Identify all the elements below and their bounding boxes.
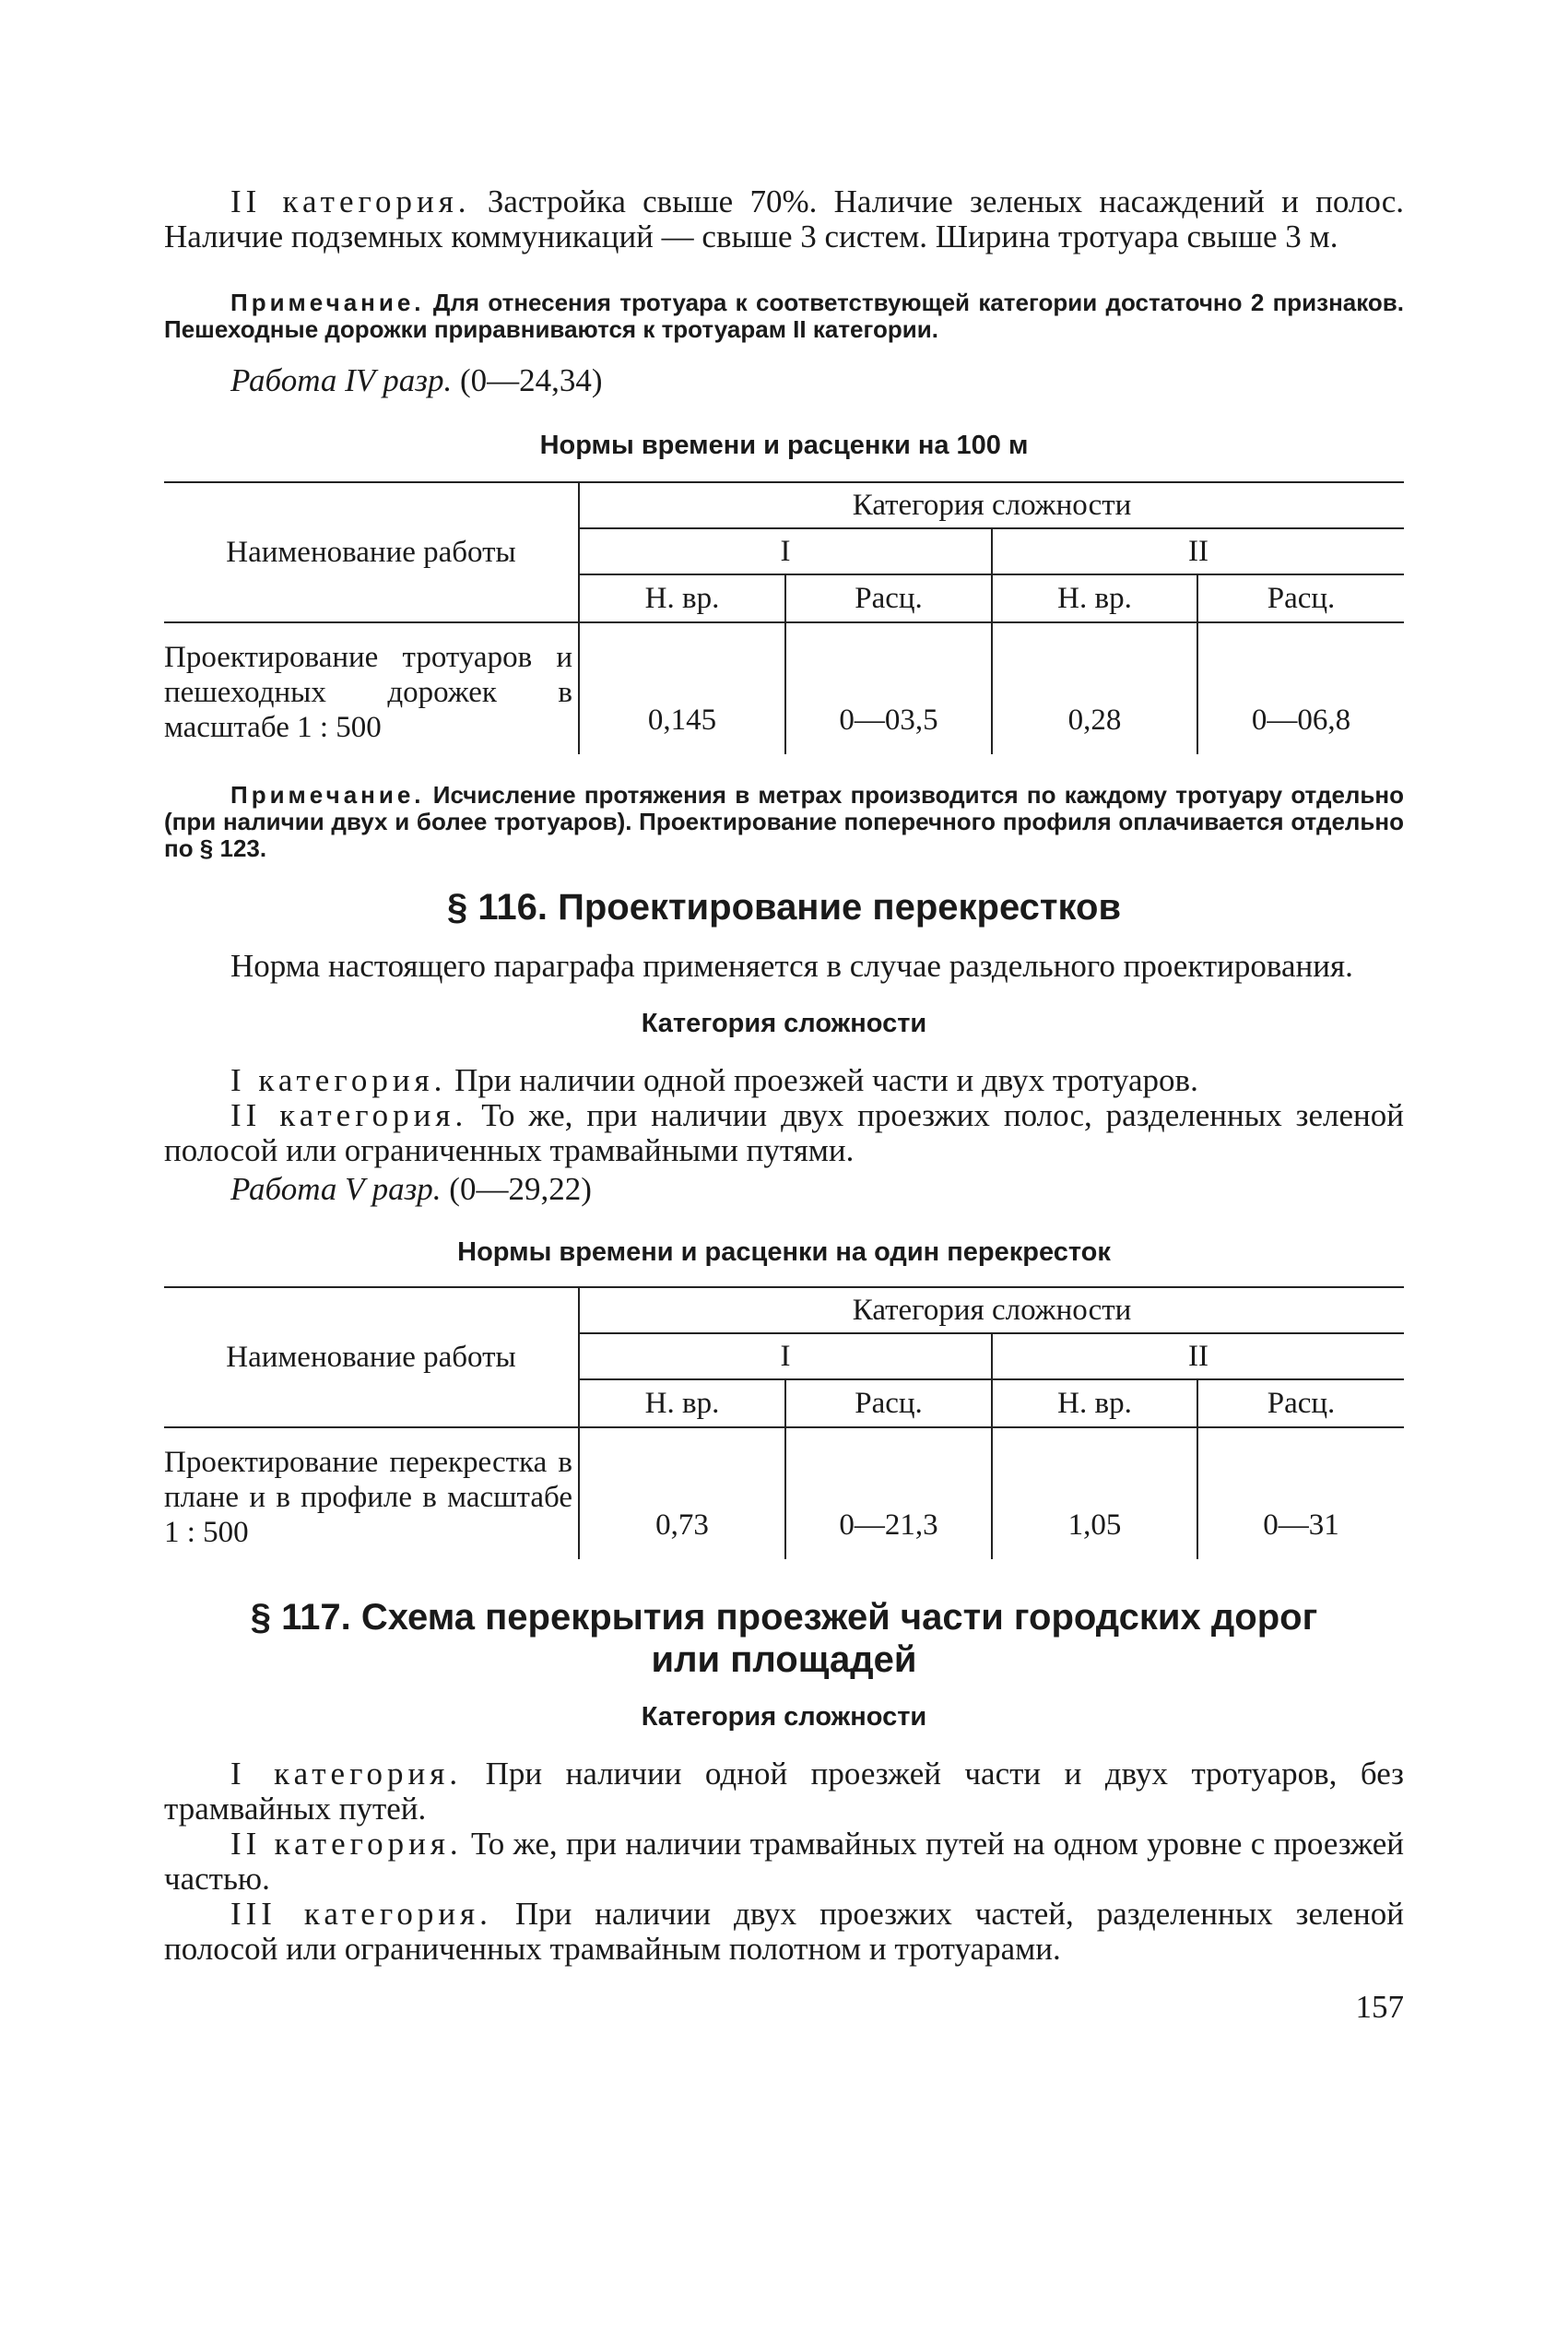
table-1-value-4: 0—06,8: [1197, 622, 1404, 754]
section-117-heading: § 117. Схема перекрытия проезжей части городских дорог или площадей: [250, 1597, 1318, 1680]
work-rate-2-label: Работа V разр.: [230, 1171, 442, 1207]
section-117-cat-3-label: III категория.: [230, 1896, 492, 1932]
section-116-cat-2: [164, 1098, 1404, 1168]
category-2-paragraph: [164, 184, 1404, 254]
document-page: [164, 184, 1404, 2044]
section-116-cat-1-label: I категория.: [230, 1062, 447, 1098]
table-2-rasc-2: Расц.: [1197, 1379, 1404, 1427]
section-116-cat-1-text: При наличии одной проезжей части и двух тротуаров.: [446, 1062, 1198, 1098]
norms-table-2: [164, 1286, 1404, 1559]
work-rate-1-value: (0—24,34): [459, 362, 603, 398]
section-117-cat-2-text: То же, при наличии трамвайных путей на одном уровне с проезжей частью.: [164, 1826, 1404, 1897]
table-1-rasc-2: Расц.: [1197, 574, 1404, 622]
note-2-text: Исчисление протяжения в метрах производится по каждому тротуару отдельно (при наличии двух и более тротуаров). Проектирование поперечного профиля оплачивается отдельно по § 123.: [164, 781, 1404, 862]
note-1-label: Примечание.: [230, 289, 425, 316]
work-rate-1-label: Работа IV разр.: [230, 362, 453, 398]
note-2: [164, 782, 1404, 862]
section-116-intro: Норма настоящего параграфа применяется в случае раздельного проектирования.: [230, 948, 1353, 984]
table-1-value-1: 0,145: [579, 622, 785, 754]
table-1-cat-I: I: [579, 528, 992, 574]
table-1-nvr-2: Н. вр.: [992, 574, 1197, 622]
table-2-name-header: Наименование работы: [164, 1287, 579, 1427]
table-1-row-name: Проектирование тротуаров и пешеходных дорожек в масштабе 1 : 500: [164, 641, 572, 744]
work-rate-2-value: (0—29,22): [449, 1171, 592, 1207]
table-1-rasc-1: Расц.: [785, 574, 992, 622]
table-1-title: Нормы времени и расценки на 100 м: [539, 431, 1029, 460]
section-116-cat-2-text: То же, при наличии двух проезжих полос, разделенных зеленой полосой или ограниченных трамвайными путями.: [164, 1097, 1404, 1168]
table-2-value-4: 0—31: [1197, 1427, 1404, 1559]
table-2-cat-II: II: [992, 1333, 1404, 1379]
section-117-cat-2-label: II категория.: [230, 1826, 463, 1862]
table-2-nvr-2: Н. вр.: [992, 1379, 1197, 1427]
table-2-category-header: Категория сложности: [579, 1287, 1404, 1333]
section-117-cat-1: [164, 1756, 1404, 1827]
section-117-cat-2: [164, 1827, 1404, 1897]
norms-table-1: [164, 481, 1404, 754]
section-117-subhead: Категория сложности: [641, 1702, 927, 1732]
page-number: 157: [1355, 1989, 1404, 2025]
section-116-heading: § 116. Проектирование перекрестков: [446, 887, 1122, 928]
table-2-rasc-1: Расц.: [785, 1379, 992, 1427]
table-1-value-2: 0—03,5: [785, 622, 992, 754]
section-116-subhead: Категория сложности: [641, 1009, 927, 1038]
table-1-cat-II: II: [992, 528, 1404, 574]
table-1-nvr-1: Н. вр.: [579, 574, 785, 622]
category-2-text: Застройка свыше 70%. Наличие зеленых насаждений и полос. Наличие подземных коммуникаций — свыше 3 систем. Ширина тротуара свыше 3 м.: [164, 183, 1404, 254]
note-1: [164, 290, 1404, 343]
section-117-cat-1-label: I категория.: [230, 1756, 463, 1792]
note-2-label: Примечание.: [230, 781, 425, 809]
work-rate-2: [230, 1172, 1404, 1207]
section-117-cat-3-text: При наличии двух проезжих частей, разделенных зеленой полосой или ограниченных трамвайным полотном и тротуарами.: [164, 1896, 1404, 1967]
work-rate-1: [230, 363, 1404, 398]
table-1-category-header: Категория сложности: [579, 482, 1404, 528]
section-116-cat-1: [164, 1063, 1404, 1098]
table-2-row-name: Проектирование перекрестка в плане и в профиле в масштабе 1 : 500: [164, 1446, 572, 1549]
category-2-label: II категория.: [230, 183, 471, 219]
section-117-cat-1-text: При наличии одной проезжей части и двух тротуаров, без трамвайных путей.: [164, 1756, 1404, 1827]
table-1-name-header: Наименование работы: [164, 482, 579, 622]
section-116-cat-2-label: II категория.: [230, 1097, 468, 1133]
table-2-value-1: 0,73: [579, 1427, 785, 1559]
table-1-value-3: 0,28: [992, 622, 1197, 754]
table-2-title: Нормы времени и расценки на один перекресток: [457, 1237, 1111, 1267]
table-2-value-2: 0—21,3: [785, 1427, 992, 1559]
table-2-cat-I: I: [579, 1333, 992, 1379]
table-2-nvr-1: Н. вр.: [579, 1379, 785, 1427]
section-117-cat-3: [164, 1897, 1404, 1967]
note-1-text: Для отнесения тротуара к соответствующей категории достаточно 2 признаков. Пешеходные дорожки приравниваются к тротуарам II категории.: [164, 289, 1404, 343]
table-2-value-3: 1,05: [992, 1427, 1197, 1559]
